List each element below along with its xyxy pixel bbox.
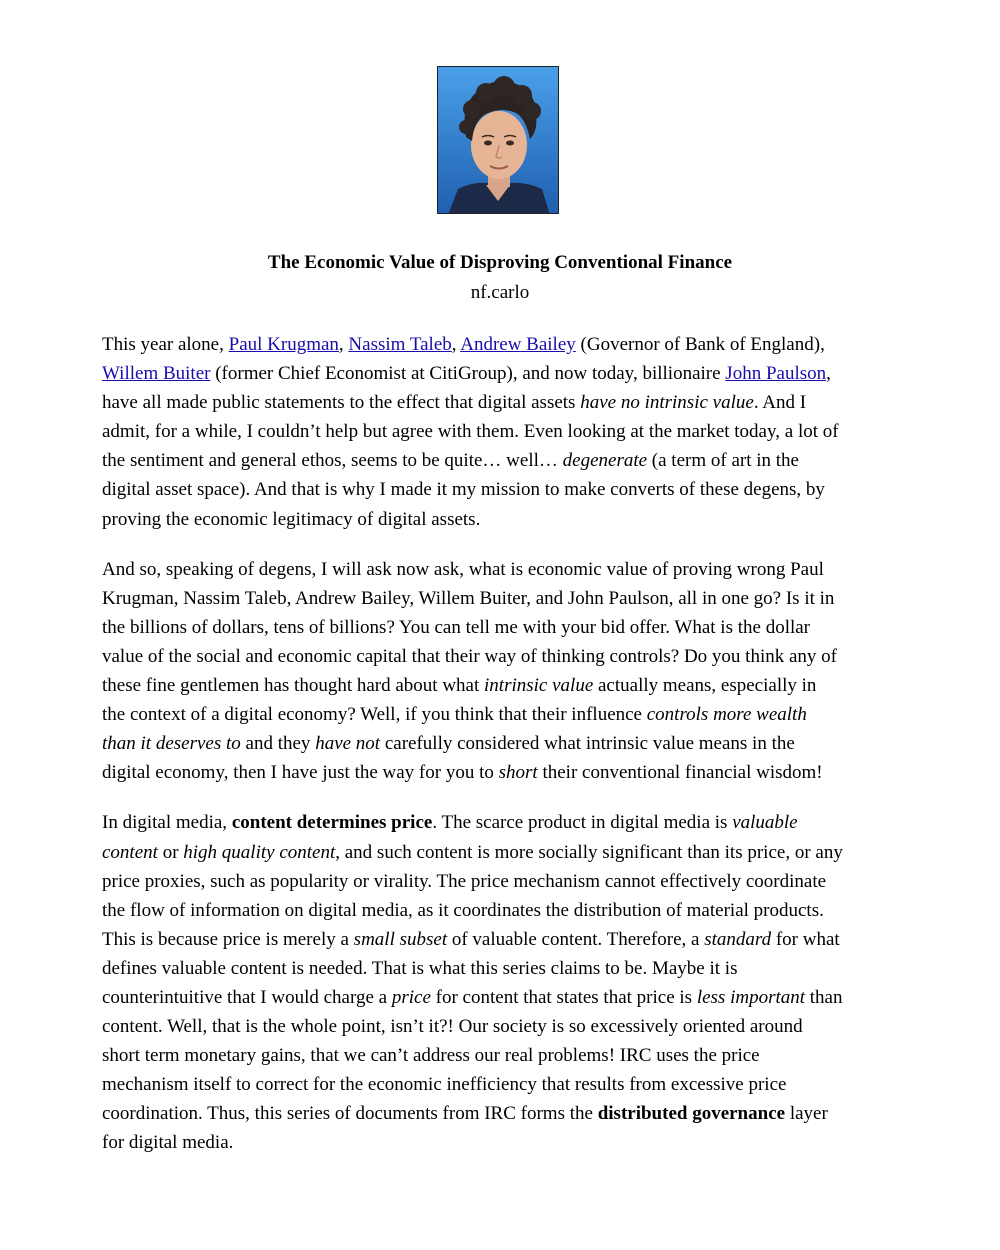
text-span: for content that states that price is xyxy=(430,986,697,1008)
text-line: short term monetary gains, that we can’t address our real problems! IRC uses the price xyxy=(102,1045,760,1067)
text-span: (Governor of Bank of England), xyxy=(575,334,825,355)
text-span: This is because price is merely a xyxy=(102,928,354,950)
text-span: these fine gentlemen has thought hard about what xyxy=(102,675,485,697)
text-span: carefully considered what intrinsic value means in the xyxy=(380,733,795,755)
paragraph-3 xyxy=(102,808,902,1157)
author-portrait xyxy=(437,66,559,214)
portrait-image xyxy=(438,67,559,214)
italic-text: intrinsic value xyxy=(484,675,594,697)
italic-text: have not xyxy=(315,733,381,755)
text-span: (former Chief Economist at CitiGroup), and now today, billionaire xyxy=(210,363,726,385)
text-line xyxy=(102,388,902,417)
text-line xyxy=(102,671,902,700)
text-span: or xyxy=(157,841,184,863)
text-span: coordination. Thus, this series of documents from IRC forms the xyxy=(102,1103,598,1125)
text-span: the sentiment and general ethos, seems to be quite… well… xyxy=(102,450,563,472)
document-body xyxy=(102,330,902,1158)
italic-text: than it deserves to xyxy=(102,733,241,755)
text-line: value of the social and economic capital that their way of thinking controls? Do you think any of xyxy=(102,645,837,667)
text-span: and they xyxy=(240,733,316,755)
italic-text: high quality content xyxy=(183,841,336,863)
text-span: , xyxy=(338,334,349,355)
italic-text: short xyxy=(498,762,538,784)
document-author: nf.carlo xyxy=(470,282,530,303)
text-span: . The scarce product in digital media is xyxy=(432,812,733,834)
text-line xyxy=(102,838,902,867)
italic-text: valuable xyxy=(732,812,798,834)
text-span: for what xyxy=(771,928,840,950)
text-line: And so, speaking of degens, I will ask now ask, what is economic value of proving wrong Paul xyxy=(102,558,824,580)
text-line xyxy=(102,359,902,388)
document-title: The Economic Value of Disproving Conventional Finance xyxy=(267,252,733,273)
text-line: mechanism itself to correct for the economic inefficiency that results from excessive price xyxy=(102,1074,787,1096)
text-span: counterintuitive that I would charge a xyxy=(102,986,392,1008)
text-line xyxy=(102,446,902,475)
paragraph-1 xyxy=(102,330,902,534)
bold-text: distributed governance xyxy=(597,1103,786,1125)
text-line: digital asset space). And that is why I made it my mission to make converts of these degens, by xyxy=(102,479,825,501)
text-span: . And I xyxy=(753,392,807,414)
text-span: In digital media, xyxy=(102,812,232,834)
text-line: content. Well, that is the whole point, isn’t it?! Our society is so excessively oriented around xyxy=(102,1016,803,1038)
text-span: layer xyxy=(785,1103,828,1125)
text-span: (a term of art in the xyxy=(647,450,799,472)
text-line xyxy=(102,808,902,837)
text-span: , xyxy=(451,334,461,355)
text-line xyxy=(102,758,902,787)
italic-text: small subset xyxy=(353,928,448,950)
link-paul-krugman[interactable]: Paul Krugman xyxy=(228,334,339,355)
italic-text: content xyxy=(102,841,158,863)
link-willem-buiter[interactable]: Willem Buiter xyxy=(102,363,211,385)
text-line: price proxies, such as popularity or virality. The price mechanism cannot effectively coordinate xyxy=(102,870,827,892)
italic-text: price xyxy=(391,986,431,1008)
paragraph-gap xyxy=(102,534,902,555)
text-span: the context of a digital economy? Well, if you think that their influence xyxy=(102,704,647,726)
text-line: defines valuable content is needed. That is what this series claims to be. Maybe it is xyxy=(102,957,738,979)
text-line xyxy=(102,700,902,729)
link-nassim-taleb[interactable]: Nassim Taleb xyxy=(348,334,452,355)
italic-text: degenerate xyxy=(562,450,648,472)
text-span: actually means, especially in xyxy=(593,675,817,697)
text-line: the billions of dollars, tens of billions? You can tell me with your bid offer. What is the dollar xyxy=(102,616,811,638)
italic-text: standard xyxy=(704,928,772,950)
text-span: their conventional financial wisdom! xyxy=(537,762,823,784)
link-andrew-bailey[interactable]: Andrew Bailey xyxy=(460,334,576,355)
link-john-paulson[interactable]: John Paulson xyxy=(725,363,827,385)
paragraph-gap xyxy=(102,787,902,808)
text-line xyxy=(102,1099,902,1128)
text-line xyxy=(102,330,902,359)
italic-text: less important xyxy=(696,986,806,1008)
bold-text: content determines price xyxy=(231,812,433,834)
text-span: digital economy, then I have just the way for you to xyxy=(102,762,499,784)
text-span: have all made public statements to the effect that digital assets xyxy=(102,392,581,414)
paragraph-2 xyxy=(102,555,902,788)
text-line xyxy=(102,729,902,758)
text-span: , xyxy=(826,363,831,385)
text-span: of valuable content. Therefore, a xyxy=(447,928,705,950)
text-line: the flow of information on digital media, as it coordinates the distribution of material products. xyxy=(102,899,824,921)
text-line: Krugman, Nassim Taleb, Andrew Bailey, Willem Buiter, and John Paulson, all in one go? Is it in xyxy=(102,587,835,609)
italic-text: have no intrinsic value xyxy=(580,392,754,414)
text-line xyxy=(102,925,902,954)
text-span: than xyxy=(805,986,843,1008)
text-line: for digital media. xyxy=(102,1132,234,1154)
text-span: , and such content is more socially significant than its price, or any xyxy=(335,841,843,863)
text-span: This year alone, xyxy=(102,334,229,355)
text-line: admit, for a while, I couldn’t help but agree with them. Even looking at the market today, a lot of xyxy=(102,421,839,443)
italic-text: controls more wealth xyxy=(646,704,807,726)
text-line: proving the economic legitimacy of digital assets. xyxy=(102,508,481,530)
text-line xyxy=(102,983,902,1012)
